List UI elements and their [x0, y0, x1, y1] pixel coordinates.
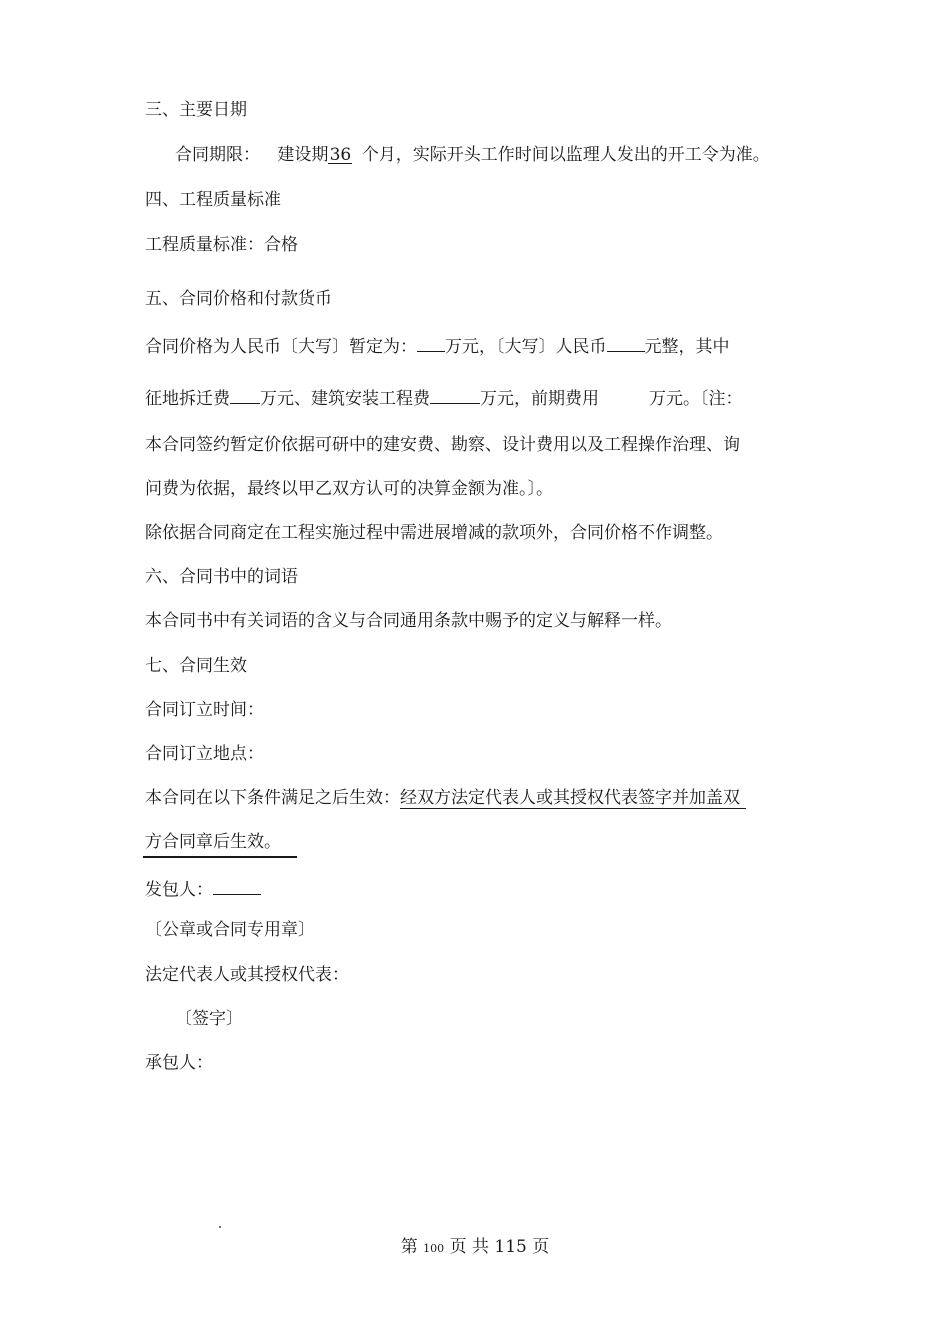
effective-condition-line-2: 方合同章后生效。: [145, 832, 281, 852]
signing-time: 合同订立时间：: [145, 700, 264, 720]
stray-dot: [219, 1226, 221, 1228]
footer-page-number: 100: [423, 1242, 445, 1255]
price-line-2-a: 征地拆迁费: [145, 389, 230, 409]
issuer-blank: [213, 874, 261, 895]
section-6-title: 六、合同书中的词语: [145, 567, 298, 587]
price-line-1: [145, 331, 730, 359]
contract-period-label: 合同期限：: [175, 145, 260, 165]
issuer-line: [145, 874, 261, 902]
divider-line: [143, 856, 297, 858]
price-line-2-d: 万元。〔注：: [649, 389, 743, 409]
issuer-label: 发包人：: [145, 880, 213, 900]
section-7-title: 七、合同生效: [145, 656, 247, 676]
price-adjust-text: 除依据合同商定在工程实施过程中需进展增减的款项外，合同价格不作调整。: [145, 523, 723, 543]
blank-total-words: [607, 331, 645, 352]
price-line-2-c: 万元，前期费用: [480, 389, 599, 409]
seal-note: 〔公章或合同专用章〕: [145, 920, 315, 940]
price-note-line-2: 问费为依据，最终以甲乙双方认可的决算金额为准。〕。: [145, 479, 553, 499]
footer-post: 页: [532, 1237, 550, 1257]
effective-condition-pre: 本合同在以下条件满足之后生效：: [145, 788, 400, 808]
page-footer: [0, 1232, 950, 1257]
terms-definition-text: 本合同书中有关词语的含义与合同通用条款中赐予的定义与解释一样。: [145, 611, 672, 631]
contractor-label: 承包人：: [145, 1053, 213, 1073]
price-line-1-a: 合同价格为人民币〔大写〕暂定为：: [145, 337, 417, 357]
price-line-1-c: 元整，其中: [644, 337, 730, 357]
section-5-title: 五、合同价格和付款货币: [145, 289, 332, 309]
blank-construction-fee: [430, 383, 480, 404]
contract-period-value: 36: [329, 145, 352, 165]
price-line-1-b: 万元，〔大写〕人民币: [445, 337, 607, 357]
price-line-2: [145, 383, 743, 411]
effective-condition-underlined: 经双方法定代表人或其授权代表签字并加盖双: [400, 788, 746, 809]
contract-period-post: 个月，实际开头工作时间以监理人发出的开工令为准。: [361, 145, 770, 165]
footer-total-pages: 115: [494, 1237, 527, 1257]
section-4-title: 四、工程质量标准: [145, 190, 281, 210]
effective-condition-line: [145, 786, 746, 810]
signing-place: 合同订立地点：: [145, 744, 264, 764]
footer-pre: 第: [400, 1237, 418, 1257]
quality-standard-text: 工程质量标准：合格: [145, 235, 298, 255]
price-line-2-b: 万元、建筑安装工程费: [260, 389, 430, 409]
blank-land-fee: [230, 383, 260, 404]
contract-period-pre: 建设期: [277, 145, 329, 165]
signature-note: 〔签字〕: [175, 1009, 243, 1029]
contract-period-line: [175, 143, 770, 167]
footer-mid: 页 共: [449, 1237, 489, 1257]
legal-representative: 法定代表人或其授权代表：: [145, 965, 349, 985]
blank-total-amount: [417, 331, 445, 352]
section-3-title: 三、主要日期: [145, 100, 247, 120]
price-note-line-1: 本合同签约暂定价依据可研中的建安费、勘察、设计费用以及工程操作治理、询: [145, 435, 740, 455]
